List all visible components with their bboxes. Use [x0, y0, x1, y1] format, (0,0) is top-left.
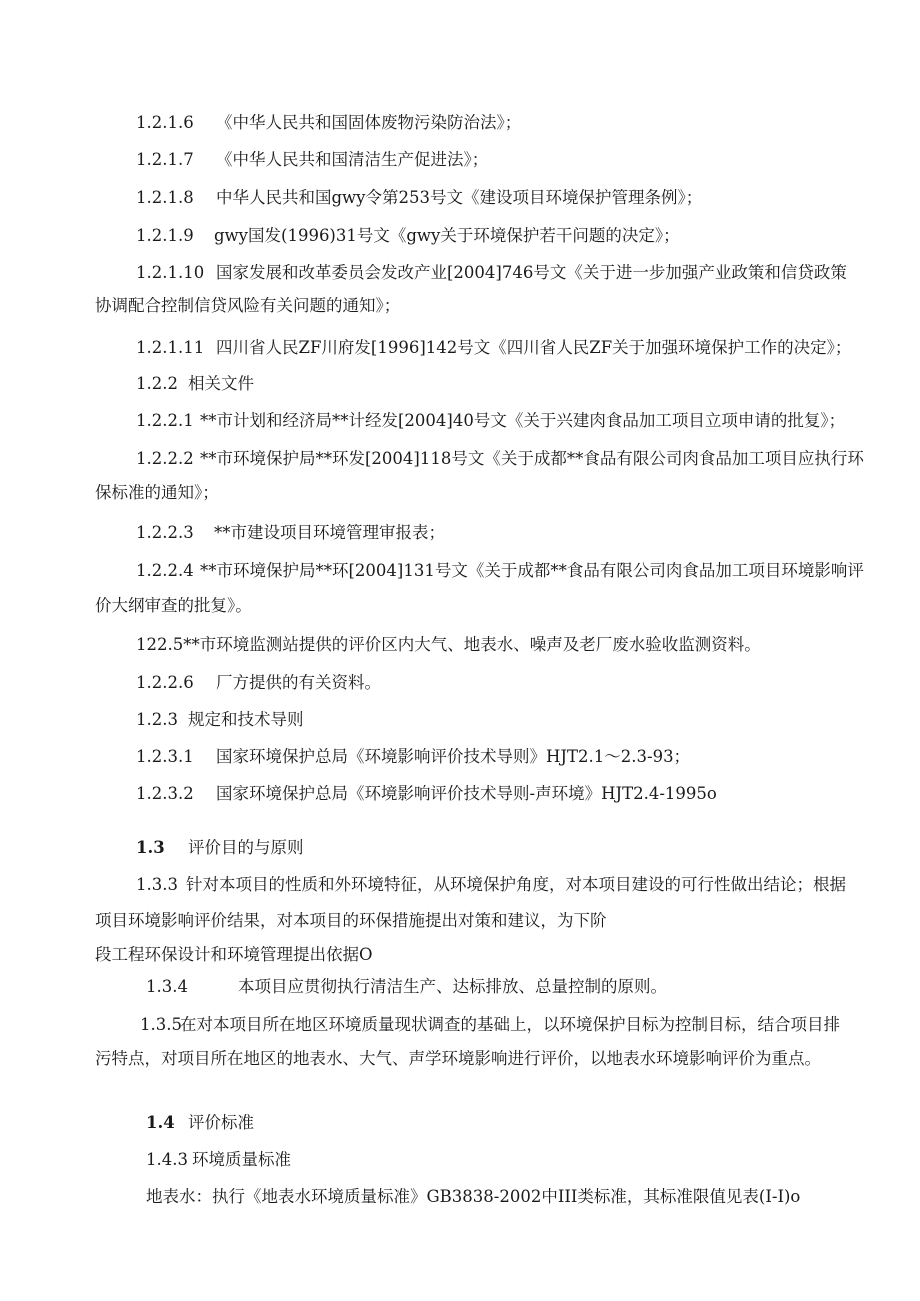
- item-number: 1.2.1.10: [136, 263, 205, 282]
- item-text: 针对本项目的性质和外环境特征，从环境保护角度，对本项目建设的可行性做出结论；根据: [186, 875, 846, 894]
- list-item: [136, 410, 845, 432]
- heading-number: 1.2.2: [136, 374, 178, 393]
- heading-text: 评价目的与原则: [188, 838, 304, 857]
- item-continuation: 污特点，对项目所在地区的地表水、大气、声学环境影响进行评价，以地表水环境影响评价为重点。: [95, 1049, 821, 1068]
- item-number: 1.2.1.6: [136, 113, 194, 132]
- list-item: [136, 187, 702, 209]
- heading-number: 1.4.3: [146, 1150, 188, 1169]
- item-text: 国家环境保护总局《环境影响评价技术导则》HJT2.1～2.3-93；: [216, 747, 691, 766]
- item-text: **市环境保护局**环发[2004]118号文《关于成都**食品有限公司肉食品加工项目应执行环: [200, 449, 864, 468]
- paragraph: 地表水：执行《地表水环境质量标准》GB3838-2002中III类标准，其标准限值见表(I-I)o: [146, 1187, 801, 1206]
- item-number: 1.2.2.4: [136, 561, 194, 580]
- list-item: [140, 1014, 840, 1036]
- item-number: 1.2.2.6: [136, 673, 194, 692]
- list-item: [136, 112, 521, 134]
- heading-text: 规定和技术导则: [188, 710, 304, 729]
- list-item: [136, 874, 846, 896]
- item-text: 在对本项目所在地区环境质量现状调查的基础上，以环境保护目标为控制目标，结合项目排: [180, 1015, 840, 1034]
- item-number: 1.3.5: [140, 1015, 182, 1034]
- heading-text: 相关文件: [188, 374, 254, 393]
- list-item: [136, 522, 445, 544]
- item-continuation: 协调配合控制信贷风险有关问题的通知》；: [95, 296, 401, 315]
- item-text: 《中华人民共和国固体废物污染防治法》；: [216, 113, 522, 132]
- section-heading: [136, 837, 304, 859]
- section-heading: [136, 709, 304, 731]
- item-text: **市计划和经济局**计经发[2004]40号文《关于兴建肉食品加工项目立项申请的批复》；: [200, 411, 846, 430]
- item-number: 1.2.3.2: [136, 784, 194, 803]
- item-number: 1.2.1.7: [136, 150, 194, 169]
- item-number: 1.2.2.3: [136, 523, 194, 542]
- item-text: gwy国发(1996)31号文《gwy关于环境保护若干问题的决定》；: [214, 226, 680, 245]
- item-text: 厂方提供的有关资料。: [216, 673, 381, 692]
- heading-text: 环境质量标准: [192, 1150, 291, 1169]
- list-item: [136, 783, 717, 805]
- heading-number: 1.3: [136, 838, 165, 857]
- item-continuation: 段工程环保设计和环境管理提出依据O: [95, 945, 373, 964]
- heading-number: 1.2.3: [136, 710, 178, 729]
- item-number: 1.2.1.8: [136, 188, 194, 207]
- list-item: [136, 672, 381, 694]
- item-text: 《中华人民共和国清洁生产促进法》；: [216, 150, 489, 169]
- item-text: 中华人民共和国gwy令第253号文《建设项目环境保护管理条例》；: [216, 188, 703, 207]
- item-number: 1.2.3.1: [136, 747, 194, 766]
- list-item: [136, 746, 690, 768]
- section-heading: [146, 1112, 254, 1134]
- section-heading: [146, 1149, 291, 1171]
- item-number: 1.2.1.9: [136, 226, 194, 245]
- list-item: [136, 225, 680, 247]
- list-item: [136, 448, 864, 470]
- item-number: 1.2.1.11: [136, 338, 205, 357]
- item-text: **市建设项目环境管理审报表；: [214, 523, 445, 542]
- item-text: 四川省人民ZF川府发[1996]142号文《四川省人民ZF关于加强环境保护工作的决定》；: [216, 338, 852, 357]
- item-text: 国家环境保护总局《环境影响评价技术导则-声环境》HJT2.4-1995o: [216, 784, 717, 803]
- item-text: 国家发展和改革委员会发改产业[2004]746号文《关于进一步加强产业政策和信贷政策: [216, 263, 847, 282]
- item-number: 1.3.3: [136, 875, 178, 894]
- item-number: 1.2.2.2: [136, 449, 194, 468]
- heading-text: 评价标准: [188, 1113, 254, 1132]
- item-number: 1.2.2.1: [136, 411, 194, 430]
- list-item: [136, 560, 864, 582]
- item-continuation: 保标准的通知》；: [95, 483, 219, 502]
- section-heading: [136, 373, 254, 395]
- item-continuation: 价大纲审查的批复》。: [95, 596, 252, 615]
- list-item: [136, 337, 851, 359]
- item-text: **市环境保护局**环[2004]131号文《关于成都**食品有限公司肉食品加工项目环境影响评: [200, 561, 864, 580]
- heading-number: 1.4: [146, 1113, 175, 1132]
- list-item: [136, 149, 488, 171]
- item-number: 1.3.4: [146, 977, 188, 996]
- item-continuation: 项目环境影响评价结果，对本项目的环保措施提出对策和建议，为下阶: [95, 911, 607, 930]
- list-item: [146, 976, 667, 998]
- list-item: [136, 262, 847, 284]
- item-text: 本项目应贯彻执行清洁生产、达标排放、总量控制的原则。: [238, 977, 667, 996]
- list-item: 122.5**市环境监测站提供的评价区内大气、地表水、噪声及老厂废水验收监测资料。: [136, 635, 761, 654]
